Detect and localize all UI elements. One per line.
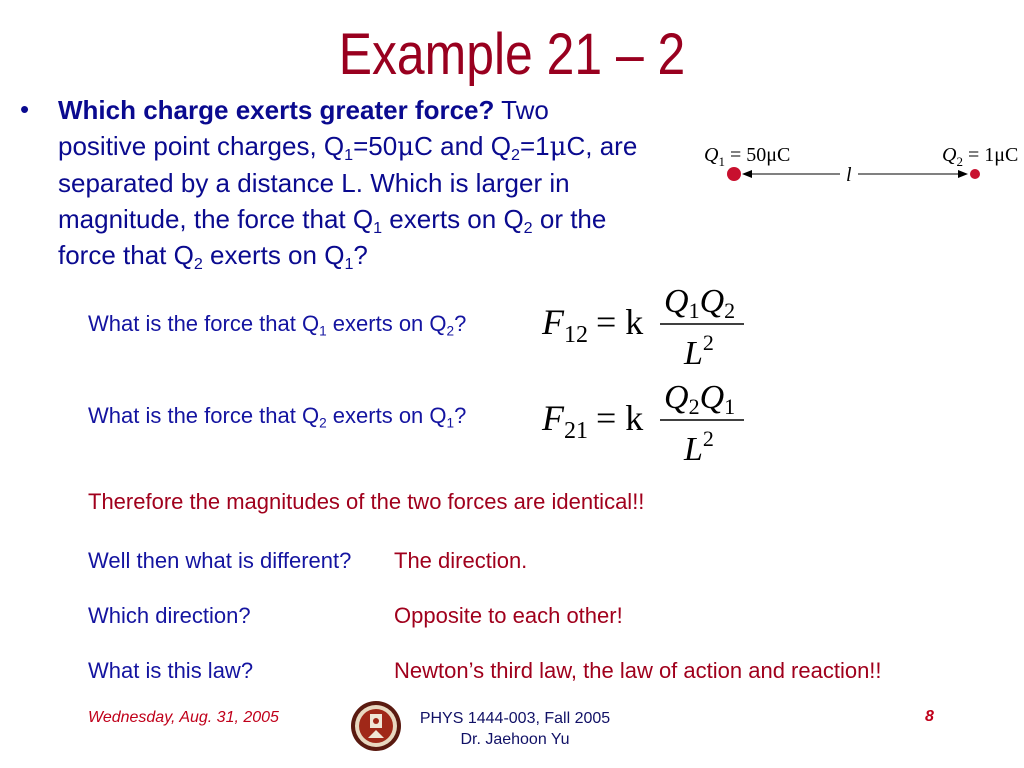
denominator: $L^2$ [684,426,714,468]
svg-text:F21= k: $F_{21} = k$ [542,398,644,444]
qa-question: What is this law? [88,658,254,683]
footer-instructor: Dr. Jaehoon Yu [460,731,570,748]
question-force-12: What is the force that $Q_1$ exerts on $Q_2$? [88,311,467,339]
conclusion-text: Therefore the magnitudes of the two forces are identical!! [88,489,645,514]
denominator: $L^2$ [684,330,714,372]
slide-title: Example 21 – 2 [338,22,686,87]
charge-q1 [727,167,741,181]
qa-question: Which direction? [88,603,251,628]
qa-question: Well then what is different? [88,548,352,573]
footer-date: Wednesday, Aug. 31, 2005 [88,709,279,726]
footer-course: PHYS 1444-003, Fall 2005 [419,710,611,727]
bullet-marker: • [20,94,30,124]
arrowhead-left [742,170,752,178]
question-force-21: What is the force that $Q_2$ exerts on $Q_1$? [88,403,467,431]
q1-label: $Q_1 = 50\mu C$ [704,144,791,169]
problem-lead: Which charge exerts greater force? [58,95,495,125]
arrowhead-right [958,170,968,178]
charge-diagram [700,135,1024,195]
equation-f12 [540,278,760,374]
qa-answer: Opposite to each other! [394,603,623,628]
qa-answer: Newton’s third law, the law of action and reaction!! [394,658,882,683]
footer-course-info [400,708,630,750]
distance-label: l [846,164,852,186]
charge-q2 [970,169,980,179]
q2-label: $Q_2 = 1\mu C$ [942,144,1019,169]
university-seal-icon [350,700,402,752]
equation-f21 [540,374,760,470]
problem-statement: Which charge exerts greater force? Two positive point charges, $Q_1=50\mu C$ and $Q_2=1\mu C$, are separated by a distance L. Which is larger in magnitude, the force that $Q_1$ exerts on $Q_2$ or the force that $Q_2$ exerts on $Q_1$? [58,95,638,274]
numerator: Q2Q1 [664,379,736,419]
page-number: 8 [925,708,934,725]
qa-answer: The direction. [394,548,528,573]
numerator: Q1Q2 [664,283,736,323]
svg-text:F12= k: $F_{12} = k$ [542,302,644,348]
